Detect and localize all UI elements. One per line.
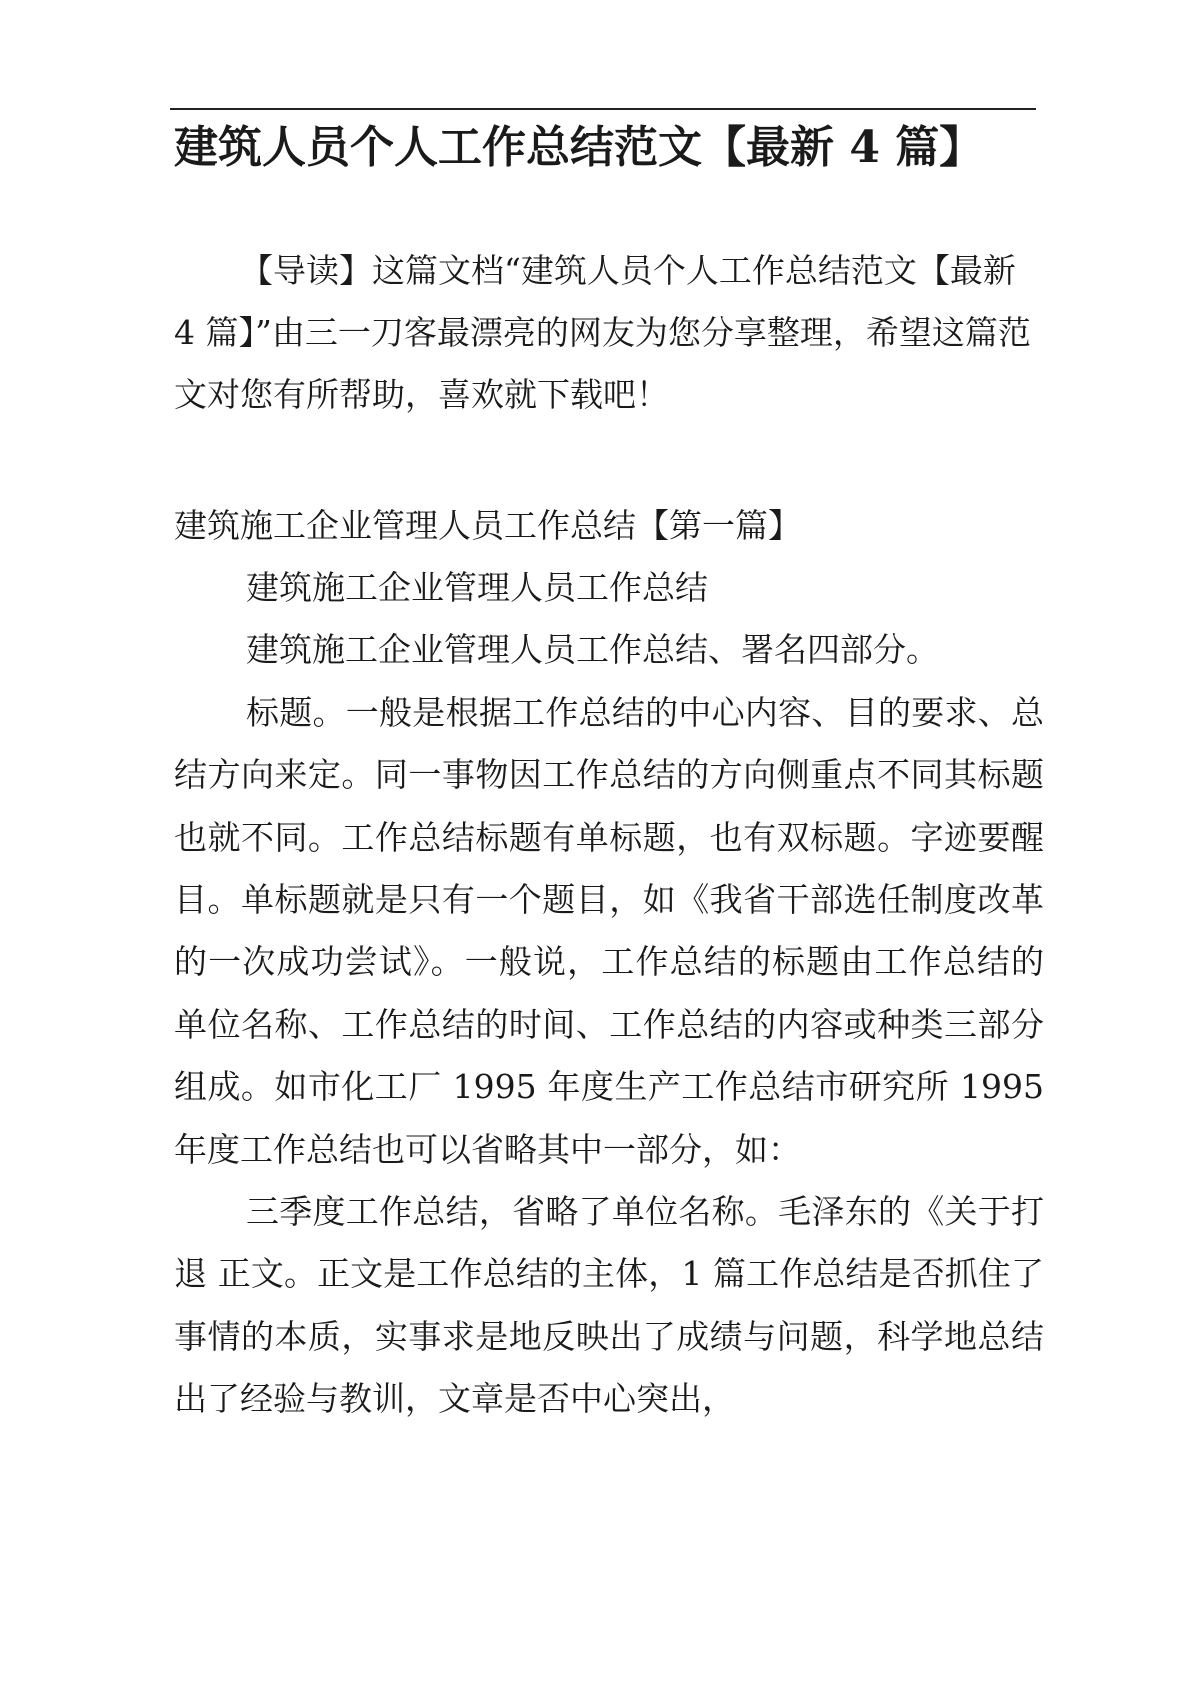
subheading-paragraph: 建筑施工企业管理人员工作总结: [246, 568, 708, 607]
document-title: 建筑人员个人工作总结范文【最新 4 篇】: [174, 122, 984, 173]
header-rule: [170, 108, 1036, 110]
section-body: [174, 557, 1044, 1431]
body-paragraph: 建筑施工企业管理人员工作总结、署名四部分。: [246, 630, 939, 670]
intro-paragraph: 【导读】这篇文档“建筑人员个人工作总结范文【最新 4 篇】”由三一刀客最漂亮的网友为您分享整理，希望这篇范文对您有所帮助，喜欢就下载吧！: [174, 251, 1031, 414]
body-paragraph: 三季度工作总结，省略了单位名称。毛泽东的《关于打退 正文。正文是工作总结的主体，1 篇工作总结是否抓住了事情的本质，实事求是地反映出了成绩与问题，科学地总结出了经验与教训，文章是否中心突出，: [174, 1192, 1044, 1419]
section-heading: 建筑施工企业管理人员工作总结【第一篇】: [174, 506, 801, 545]
body-paragraph: 标题。一般是根据工作总结的中心内容、目的要求、总结方向来定。同一事物因工作总结的方向侧重点不同其标题也就不同。工作总结标题有单标题，也有双标题。字迹要醒目。单标题就是只有一个题目，如《我省干部选任制度改革的一次成功尝试》。一般说，工作总结的标题由工作总结的单位名称、工作总结的时间、工作总结的内容或种类三部分组成。如市化工厂 1995 年度生产工作总结市研究所 1995 年度工作总结也可以省略其中一部分，如：: [174, 692, 1044, 1169]
